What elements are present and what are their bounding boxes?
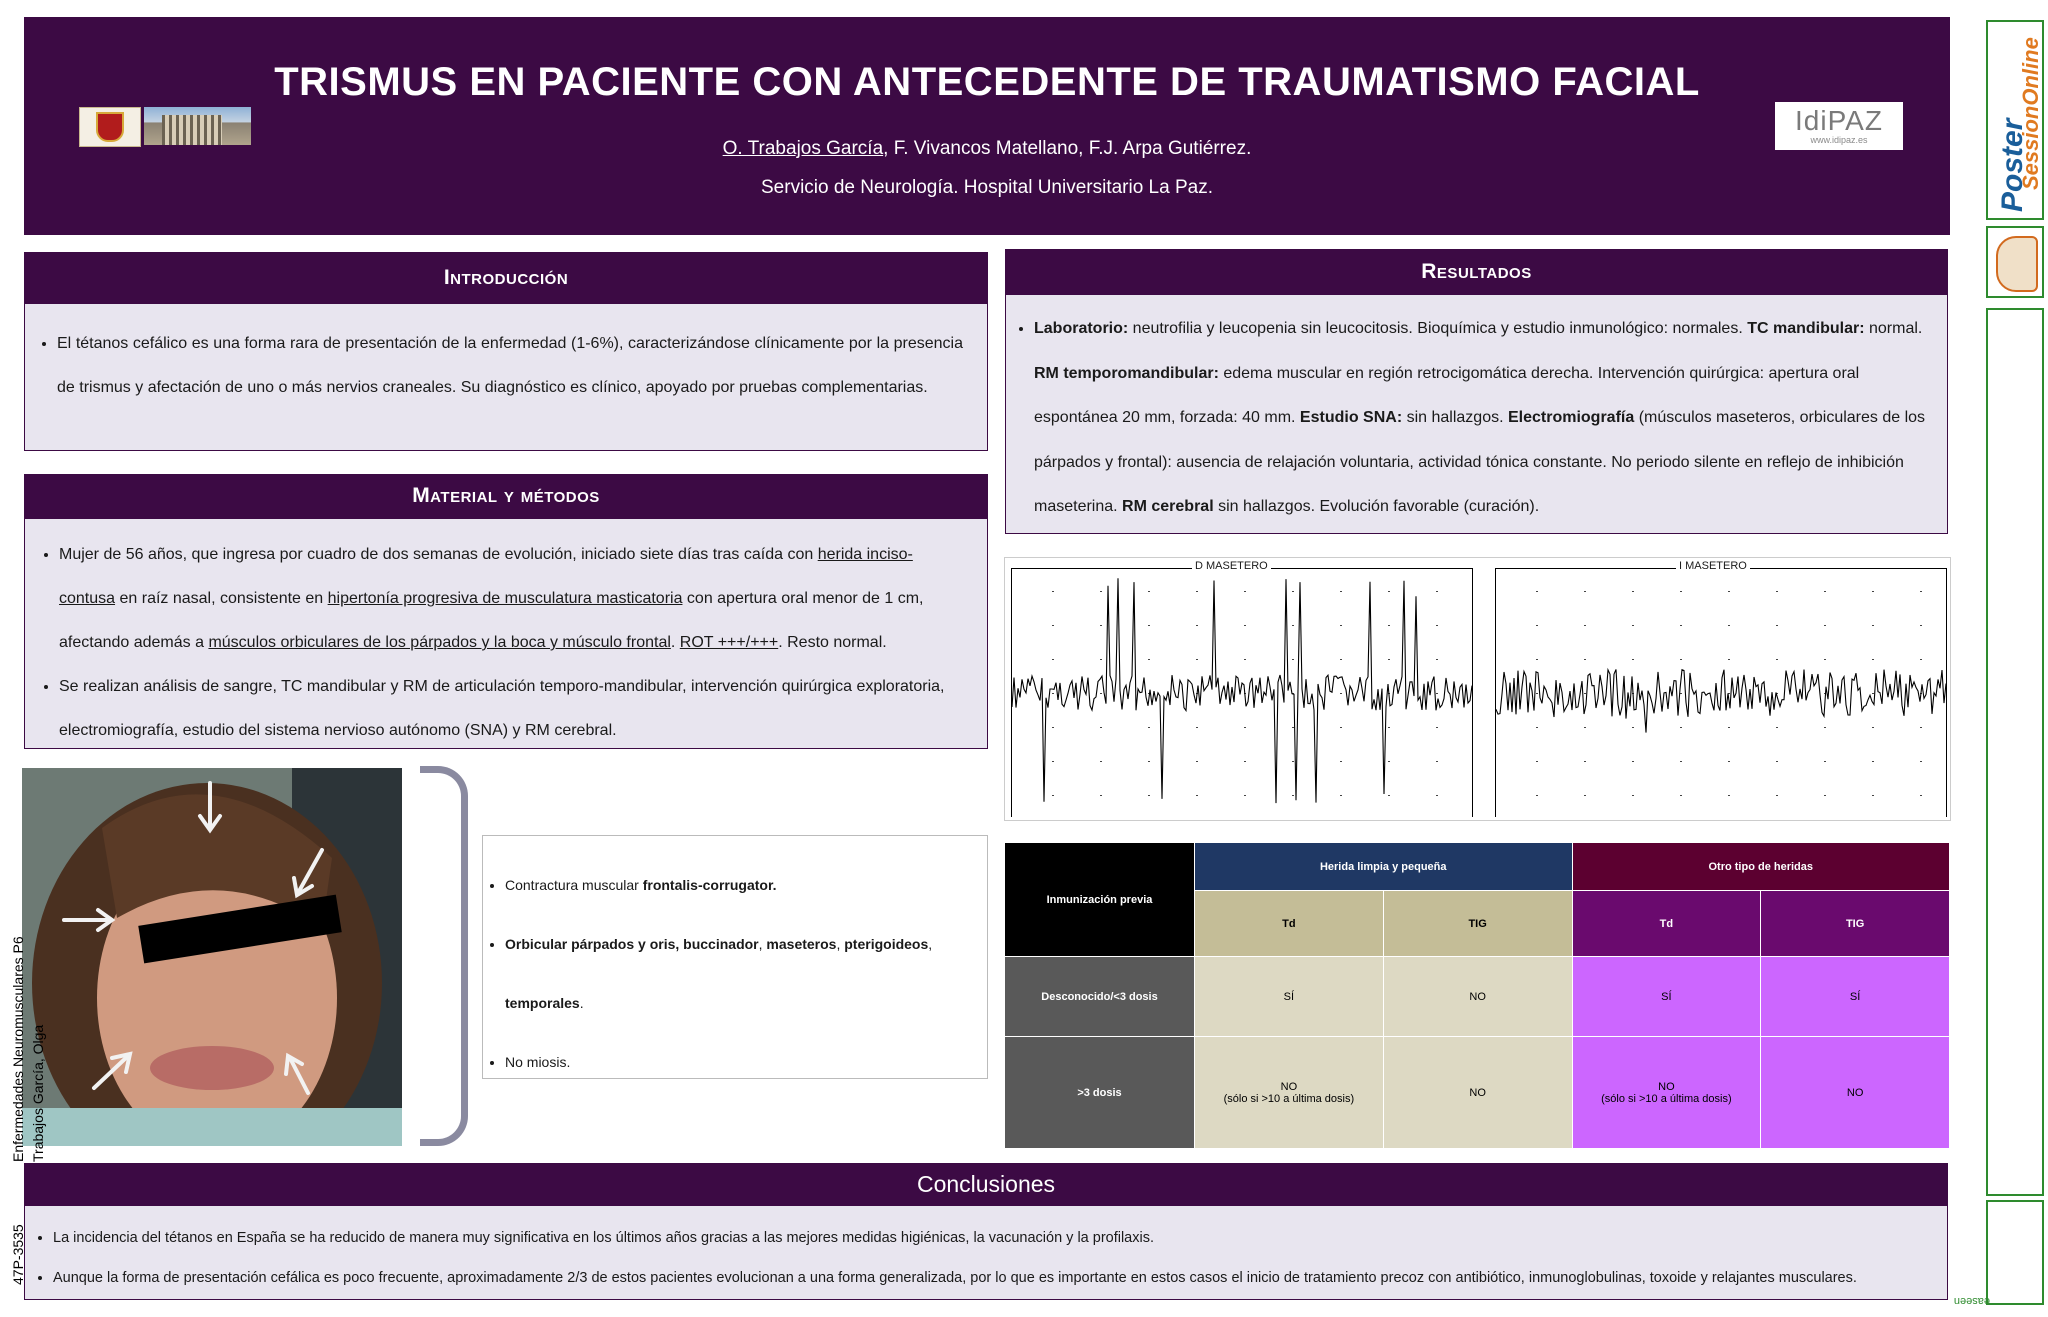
emg-waveform xyxy=(1012,578,1472,803)
emg-grid-dot xyxy=(1824,659,1826,660)
emg-grid-dot xyxy=(1052,625,1054,626)
poster-session-brand xyxy=(1986,20,2044,220)
emg-grid-dot xyxy=(1244,727,1246,728)
emg-grid-dot xyxy=(1436,625,1438,626)
brand-session-online: SessionOnline xyxy=(2018,37,2043,190)
emg-grid-dot xyxy=(1920,591,1922,592)
table-group-clean: Herida limpia y pequeña xyxy=(1195,843,1573,891)
results-value: normal. xyxy=(1864,320,1923,337)
results-body xyxy=(1005,294,1948,534)
table-cell-value: NO xyxy=(1280,1080,1298,1093)
poster-category: Enfermedades Neuromusculares P6 xyxy=(10,936,26,1162)
finding-bold: pterigoideos xyxy=(844,936,929,952)
poster-header xyxy=(24,17,1950,235)
emg-grid-dot xyxy=(1292,761,1294,762)
emg-grid-dot xyxy=(1340,795,1342,796)
table-cell: SÍ xyxy=(1572,957,1761,1037)
emg-grid-dot xyxy=(1436,761,1438,762)
emg-grid-dot xyxy=(1100,761,1102,762)
emg-grid-dot xyxy=(1680,727,1682,728)
emg-trace-left xyxy=(1012,569,1472,817)
society-logo-icon xyxy=(1996,236,2038,292)
emg-waveform xyxy=(1496,669,1946,732)
table-cell: SÍ xyxy=(1195,957,1384,1037)
emg-grid-dot xyxy=(1584,625,1586,626)
emg-grid-dot xyxy=(1388,591,1390,592)
methods-text: Mujer de 56 años, que ingresa por cuadro de dos semanas de evolución, iniciado siete días tras caída con xyxy=(59,546,818,563)
results-key: TC mandibular: xyxy=(1747,320,1865,337)
results-key: RM cerebral xyxy=(1122,498,1214,515)
emg-grid-dot xyxy=(1728,625,1730,626)
emg-grid-dot xyxy=(1584,795,1586,796)
table-row-label: Desconocido/<3 dosis xyxy=(1005,957,1195,1037)
emg-grid-dot xyxy=(1872,761,1874,762)
emg-grid-dot xyxy=(1436,693,1438,694)
emg-grid-dot xyxy=(1536,795,1538,796)
methods-text: . xyxy=(670,634,680,651)
emg-grid-dot xyxy=(1776,761,1778,762)
table-cell: SÍ xyxy=(1761,957,1950,1037)
emg-grid-dot xyxy=(1728,591,1730,592)
poster-author: Trabajos García, Olga xyxy=(30,1024,46,1162)
clinical-findings xyxy=(482,835,988,1079)
idipaz-logo-text: IdiPAZ xyxy=(1795,105,1883,136)
results-heading: Resultados xyxy=(1005,249,1948,294)
table-corner: Inmunización previa xyxy=(1005,843,1195,957)
table-row-label: >3 dosis xyxy=(1005,1037,1195,1149)
intro-text: • El tétanos cefálico es una forma rara de presentación de la enfermedad (1-6%), caracterizándose clínicamente por la presencia de trismus y afectación de uno o más nervios craneales. Su diagnóstico es clínico, apoyado por pruebas complementarias. xyxy=(57,322,963,410)
intro-body xyxy=(24,303,988,451)
emg-grid-dot xyxy=(1388,761,1390,762)
finding-sep: , xyxy=(758,936,767,952)
emg-grid-dot xyxy=(1100,795,1102,796)
emg-label-i: I MASETERO xyxy=(1676,560,1750,572)
emg-grid-dot xyxy=(1824,795,1826,796)
emg-grid-dot xyxy=(1872,727,1874,728)
emg-grid-dot xyxy=(1920,795,1922,796)
emg-grid-dot xyxy=(1388,625,1390,626)
emg-grid-dot xyxy=(1196,625,1198,626)
emg-grid-dot xyxy=(1340,693,1342,694)
emg-grid-dot xyxy=(1632,591,1634,592)
emg-grid-dot xyxy=(1244,659,1246,660)
emg-grid-dot xyxy=(1824,761,1826,762)
poster-footer-brand: easeen xyxy=(1953,1295,1990,1307)
finding-sep: . xyxy=(579,995,584,1011)
conclusion-1: • La incidencia del tétanos en España se ha reducido de manera muy significativa en los últimos años gracias a las mejores medidas higiénicas, la vacunación y la profilaxis. xyxy=(53,1218,1939,1258)
idipaz-logo xyxy=(1775,102,1903,150)
finding-3: • No miosis. xyxy=(505,1033,977,1092)
patient-face-image xyxy=(22,768,402,1146)
emg-grid-dot xyxy=(1680,625,1682,626)
emg-grid-dot xyxy=(1100,727,1102,728)
intro-heading: Introducción xyxy=(24,252,988,303)
finding-bold: Orbicular párpados y oris xyxy=(505,936,676,952)
results-text xyxy=(1034,307,1939,530)
emg-grid-dot xyxy=(1824,591,1826,592)
table-cell: NO xyxy=(1383,1037,1572,1149)
emg-grid-dot xyxy=(1536,761,1538,762)
emg-grid-dot xyxy=(1340,727,1342,728)
finding-sep: , xyxy=(836,936,845,952)
finding-bold: buccinador xyxy=(683,936,759,952)
emg-grid-dot xyxy=(1196,761,1198,762)
emg-grid-dot xyxy=(1340,761,1342,762)
emg-grid-dot xyxy=(1824,727,1826,728)
emg-grid-dot xyxy=(1388,659,1390,660)
emg-grid-dot xyxy=(1244,761,1246,762)
methods-text: . Resto normal. xyxy=(778,634,887,651)
emg-grid-dot xyxy=(1776,659,1778,660)
table-cell: NO xyxy=(1761,1037,1950,1149)
emg-grid-dot xyxy=(1244,591,1246,592)
emg-grid-dot xyxy=(1536,659,1538,660)
methods-body xyxy=(24,518,988,749)
emg-grid-dot xyxy=(1196,659,1198,660)
finding-bold: maseteros xyxy=(766,936,837,952)
brand-poster: Poster xyxy=(1996,118,2029,212)
emg-grid-dot xyxy=(1148,761,1150,762)
emg-grid-dot xyxy=(1584,659,1586,660)
emg-grid-dot xyxy=(1292,795,1294,796)
idipaz-logo-url: www.idipaz.es xyxy=(1810,135,1868,145)
results-key: RM temporomandibular: xyxy=(1034,364,1219,382)
emg-grid-dot xyxy=(1196,795,1198,796)
emg-grid-dot xyxy=(1436,795,1438,796)
emg-grid-dot xyxy=(1872,659,1874,660)
emg-grid-dot xyxy=(1728,727,1730,728)
co-authors: , F. Vivancos Matellano, F.J. Arpa Gutiérrez. xyxy=(883,138,1252,159)
emg-grid-dot xyxy=(1148,727,1150,728)
emg-grid-dot xyxy=(1536,727,1538,728)
results-key: Electromiografía xyxy=(1507,409,1635,426)
patient-photo xyxy=(22,768,402,1146)
bracket-shape xyxy=(420,766,468,1146)
results-value: (músculos maseteros, orbiculares de los párpados y frontal): ausencia de relajación voluntaria, actividad tónica constante. No periodo silente en reflejo de inhibición maseterina. xyxy=(1034,409,1926,515)
emg-figure xyxy=(1004,557,1951,821)
emg-grid-dot xyxy=(1052,795,1054,796)
emg-grid-dot xyxy=(1680,693,1682,694)
emg-grid-dot xyxy=(1680,795,1682,796)
finding-bold: frontalis-corrugator. xyxy=(642,877,777,893)
poster-code-box xyxy=(1986,1200,2044,1305)
emg-panel-left-masseter xyxy=(1495,560,1947,817)
emg-grid-dot xyxy=(1388,727,1390,728)
emg-grid-dot xyxy=(1728,659,1730,660)
emg-grid-dot xyxy=(1388,795,1390,796)
methods-text: con apertura oral menor de 1 cm, afectando además a xyxy=(59,590,924,651)
results-value: edema muscular en región retrocigomática derecha. Intervención quirúrgica: apertura oral espontánea 20 mm, forzada: 40 mm. xyxy=(1034,364,1860,426)
tetanus-prophylaxis-table xyxy=(1004,842,1950,1149)
emg-grid-dot xyxy=(1824,625,1826,626)
emg-grid-dot xyxy=(1632,727,1634,728)
emg-grid-dot xyxy=(1872,625,1874,626)
methods-text: en raíz nasal, consistente en xyxy=(115,590,328,607)
finding-bold: temporales xyxy=(505,995,580,1011)
emg-grid-dot xyxy=(1584,693,1586,694)
emg-grid-dot xyxy=(1292,591,1294,592)
methods-underlined: hipertonía progresiva de musculatura masticatoria xyxy=(327,590,683,607)
emg-grid-dot xyxy=(1680,761,1682,762)
conclusions-body xyxy=(24,1205,1948,1300)
emg-grid-dot xyxy=(1728,795,1730,796)
emg-grid-dot xyxy=(1920,761,1922,762)
emg-grid-dot xyxy=(1148,625,1150,626)
emg-grid-dot xyxy=(1100,625,1102,626)
emg-grid-dot xyxy=(1680,591,1682,592)
emg-grid-dot xyxy=(1052,727,1054,728)
emg-trace-right xyxy=(1496,569,1946,817)
table-header-td: Td xyxy=(1195,891,1384,957)
poster-code: 47P-3535 xyxy=(10,1224,26,1285)
emg-grid-dot xyxy=(1776,625,1778,626)
emg-grid-dot xyxy=(1872,591,1874,592)
emg-grid-dot xyxy=(1292,727,1294,728)
emg-grid-dot xyxy=(1728,761,1730,762)
emg-grid-dot xyxy=(1632,761,1634,762)
table-header-tig: TIG xyxy=(1383,891,1572,957)
emg-grid-dot xyxy=(1632,795,1634,796)
emg-grid-dot xyxy=(1920,727,1922,728)
emg-grid-dot xyxy=(1100,591,1102,592)
table-cell-note: (sólo si >10 a última dosis) xyxy=(1601,1092,1732,1105)
emg-grid-dot xyxy=(1100,659,1102,660)
emg-grid-dot xyxy=(1920,625,1922,626)
methods-underlined: ROT +++/+++ xyxy=(679,634,779,651)
emg-label-d: D MASETERO xyxy=(1192,560,1271,572)
emg-grid-dot xyxy=(1292,625,1294,626)
results-key: Laboratorio: xyxy=(1034,320,1129,337)
emg-grid-dot xyxy=(1536,625,1538,626)
finding-sep: , xyxy=(928,936,933,952)
emg-grid-dot xyxy=(1584,727,1586,728)
results-value: neutrofilia y leucopenia sin leucocitosis. Bioquímica y estudio inmunológico: normales. xyxy=(1128,320,1748,337)
emg-grid-dot xyxy=(1536,591,1538,592)
table-cell-value: NO xyxy=(1658,1080,1675,1093)
finding-2 xyxy=(505,915,977,1033)
emg-grid-dot xyxy=(1148,659,1150,660)
emg-grid-dot xyxy=(1340,591,1342,592)
authors xyxy=(24,138,1950,160)
finding-sep: , xyxy=(675,936,684,952)
results-key: Estudio SNA: xyxy=(1299,409,1403,426)
emg-grid-dot xyxy=(1776,591,1778,592)
emg-grid-dot xyxy=(1584,591,1586,592)
affiliation: Servicio de Neurología. Hospital Universitario La Paz. xyxy=(761,177,1213,198)
table-cell: NO xyxy=(1383,957,1572,1037)
emg-grid-dot xyxy=(1052,659,1054,660)
emg-grid-dot xyxy=(1052,591,1054,592)
emg-grid-dot xyxy=(1872,693,1874,694)
table-cell xyxy=(1572,1037,1761,1149)
emg-grid-dot xyxy=(1776,795,1778,796)
results-value: sin hallazgos. xyxy=(1402,409,1508,426)
emg-grid-dot xyxy=(1340,659,1342,660)
methods-heading: Material y métodos xyxy=(24,474,988,518)
emg-grid-dot xyxy=(1584,761,1586,762)
table-cell-note: (sólo si >10 a última dosis) xyxy=(1223,1092,1355,1105)
table-group-other: Otro tipo de heridas xyxy=(1572,843,1950,891)
emg-grid-dot xyxy=(1436,659,1438,660)
emg-grid-dot xyxy=(1148,591,1150,592)
table-header-td: Td xyxy=(1572,891,1761,957)
emg-grid-dot xyxy=(1776,727,1778,728)
finding-text: Contractura muscular xyxy=(505,877,643,893)
conclusions-heading: Conclusiones xyxy=(24,1163,1948,1205)
emg-grid-dot xyxy=(1244,795,1246,796)
emg-grid-dot xyxy=(1436,727,1438,728)
emg-grid-dot xyxy=(1148,795,1150,796)
poster-info-strip xyxy=(1986,308,2044,1196)
emg-grid-dot xyxy=(1872,795,1874,796)
emg-grid-dot xyxy=(1920,659,1922,660)
society-logo-box xyxy=(1986,226,2044,298)
emg-grid-dot xyxy=(1196,727,1198,728)
table-cell xyxy=(1195,1037,1384,1149)
emg-grid-dot xyxy=(1680,659,1682,660)
emg-grid-dot xyxy=(1292,659,1294,660)
conclusion-2: • Aunque la forma de presentación cefálica es poco frecuente, aproximadamente 2/3 de estos pacientes evolucionan a una forma generalizada, por lo que es importante en estos casos el inicio de tratamiento precoz con antibiótico, inmunoglobulinas, toxoide y relajantes musculares. xyxy=(53,1258,1939,1298)
methods-bullet-1 xyxy=(59,533,957,665)
emg-grid-dot xyxy=(1632,625,1634,626)
finding-1 xyxy=(505,856,977,915)
results-value: sin hallazgos. Evolución favorable (curación). xyxy=(1213,498,1540,515)
table-header-tig: TIG xyxy=(1761,891,1950,957)
emg-grid-dot xyxy=(1340,625,1342,626)
emg-panel-right-masseter xyxy=(1011,560,1473,817)
emg-grid-dot xyxy=(1536,693,1538,694)
main-author: O. Trabajos García xyxy=(722,138,884,159)
emg-grid-dot xyxy=(1436,591,1438,592)
methods-underlined: herida inciso-contusa xyxy=(59,546,913,607)
poster-title: TRISMUS EN PACIENTE CON ANTECEDENTE DE TRAUMATISMO FACIAL xyxy=(274,60,1700,104)
emg-grid-dot xyxy=(1244,625,1246,626)
methods-bullet-2: • Se realizan análisis de sangre, TC mandibular y RM de articulación temporo-mandibular, intervención quirúrgica exploratoria, electromiografía, estudio del sistema nervioso autónomo (SNA) y RM cerebral. xyxy=(59,665,957,753)
emg-grid-dot xyxy=(1052,761,1054,762)
emg-grid-dot xyxy=(1052,693,1054,694)
emg-grid-dot xyxy=(1100,693,1102,694)
methods-underlined: músculos orbiculares de los párpados y la boca y músculo frontal xyxy=(208,634,671,651)
emg-grid-dot xyxy=(1196,591,1198,592)
emg-grid-dot xyxy=(1632,659,1634,660)
